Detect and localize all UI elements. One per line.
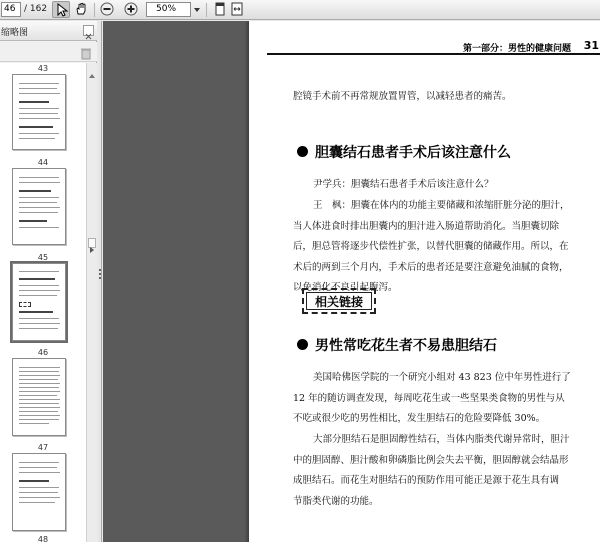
section-heading: 胆囊结石患者手术后该注意什么 [315, 145, 511, 161]
thumbnail-text-line [19, 467, 57, 468]
toolbar [0, 0, 600, 20]
thumbnail-text-line [19, 93, 60, 94]
body-line: 腔镜手术前不再常规放置胃管，以减轻患者的痛苦。 [293, 91, 512, 102]
thumbnail-page[interactable] [12, 453, 66, 531]
thumbnail-panel [0, 21, 97, 542]
select-tool-button[interactable] [52, 1, 70, 18]
answer-line: 术后的两到三个月内，手术后的患者还是要注意避免油腻的食物， [293, 262, 569, 273]
document-viewer[interactable] [103, 21, 600, 542]
trash-icon [79, 46, 93, 60]
question-line: 尹学兵：胆囊结石患者手术后该注意什么？ [313, 179, 494, 190]
thumbnail-text-line [19, 423, 49, 424]
thumbnail-toolbar [0, 42, 97, 62]
toolbar-separator [206, 3, 207, 17]
related-link-badge [302, 288, 376, 314]
thumbnail-text-line [19, 202, 57, 203]
answer-line: 王 枫：胆囊在体内的功能主要储藏和浓缩肝脏分泌的胆汁， [313, 200, 570, 211]
thumbnail-label: 43 [37, 64, 49, 73]
thumbnail-text-line [19, 395, 57, 396]
thumbnail-text-line [19, 371, 59, 372]
page-total-label: / 162 [24, 4, 48, 14]
thumbnail-text-line [19, 403, 59, 404]
splitter-grip-dot [99, 277, 101, 279]
paragraph-line: 中的胆固醇、胆汁酸和卵磷脂比例会失去平衡，胆固醇就会结晶形 [293, 455, 569, 466]
thumbnail-text-line [19, 108, 59, 109]
thumbnail-text-line [19, 295, 57, 296]
thumbnail-heading-line [19, 190, 51, 192]
running-header-title: 第一部分：男性的健康问题 [462, 44, 571, 54]
thumbnail-text-line [19, 411, 58, 412]
thumbnail-text-line [19, 383, 60, 384]
thumbnail-text-line [19, 379, 58, 380]
thumbnail-text-line [19, 177, 59, 178]
thumbnail-text-line [19, 419, 59, 420]
document-page [249, 21, 600, 542]
chevron-up-icon [89, 72, 95, 80]
paragraph-line: 美国哈佛医学院的一个研究小组对 43 823 位中年男性进行了 [313, 372, 571, 383]
splitter-grip-dot [99, 273, 101, 275]
heading-bullet [297, 146, 308, 157]
thumbnail-page[interactable] [12, 168, 66, 245]
toolbar-separator [94, 3, 95, 17]
thumbnail-text-line [19, 83, 59, 84]
thumbnail-list[interactable] [0, 63, 86, 542]
thumbnail-page[interactable] [12, 358, 66, 436]
thumbnail-heading-line [19, 101, 49, 103]
thumbnail-text-line [19, 212, 58, 213]
page-number-input[interactable]: 46 [1, 2, 21, 17]
thumbnail-text-line [19, 138, 55, 139]
running-header [267, 39, 600, 55]
answer-line: 以免消化不良引起腹泻。 [293, 282, 398, 293]
thumbnail-text-line [19, 285, 59, 286]
thumbnail-page[interactable] [12, 74, 66, 150]
select-tool-icon [55, 3, 69, 17]
thumbnail-page-current[interactable] [12, 263, 66, 341]
zoom-level-field[interactable]: 50% [146, 2, 191, 17]
fit-width-button[interactable] [228, 1, 246, 18]
fit-page-icon [213, 2, 227, 16]
thumbnail-label: 46 [37, 348, 49, 357]
thumbnail-text-line [19, 502, 55, 503]
page-number: 31 [583, 39, 599, 52]
paragraph-line: 成胆结石。而花生对胆结石的预防作用可能正是源于花生具有调 [293, 475, 560, 486]
thumbnail-text-line [19, 133, 59, 134]
zoom-out-icon [100, 2, 114, 16]
thumbnail-text-line [19, 367, 60, 368]
close-icon [84, 32, 93, 41]
thumbnail-text-line [19, 472, 60, 473]
delete-page-button[interactable] [79, 45, 93, 59]
thumbnail-heading-line [19, 480, 49, 482]
thumbnail-badge [19, 302, 31, 307]
zoom-in-icon [124, 2, 138, 16]
thumbnail-heading-line [19, 311, 53, 313]
zoom-in-button[interactable] [122, 1, 140, 18]
section-heading: 男性常吃花生者不易患胆结石 [315, 338, 497, 354]
thumbnail-text-line [19, 391, 60, 392]
thumbnail-label: 44 [37, 158, 49, 167]
thumbnail-text-line [19, 271, 59, 272]
thumbnail-text-line [19, 328, 58, 329]
zoom-out-button[interactable] [98, 1, 116, 18]
thumbnail-heading-line [19, 278, 55, 280]
thumbnail-label: 48 [37, 535, 49, 542]
answer-line: 当人体进食时排出胆囊内的胆汁进入肠道帮助消化。当胆囊切除 [293, 221, 560, 232]
thumbnail-scrollbar[interactable] [86, 63, 97, 542]
thumbnail-label: 45 [37, 253, 49, 262]
zoom-dropdown-button[interactable] [192, 2, 202, 17]
thumbnail-text-line [19, 375, 60, 376]
panel-splitter[interactable] [98, 21, 102, 542]
thumbnail-panel-header [0, 21, 97, 41]
thumbnail-text-line [19, 399, 60, 400]
paragraph-line: 不吃或很少吃的男性相比，发生胆结石的危险要降低 30%。 [293, 413, 546, 424]
thumbnail-text-line [19, 407, 60, 408]
thumbnail-text-line [19, 497, 60, 498]
fit-width-icon [230, 2, 244, 16]
thumbnail-text-line [19, 227, 59, 228]
scroll-up-arrow[interactable] [89, 65, 95, 73]
paragraph-line: 节脂类代谢的功能。 [293, 496, 379, 507]
thumbnail-text-line [19, 290, 60, 291]
answer-line: 后，胆总管将逐步代偿性扩张，以替代胆囊的储藏作用。所以，在 [293, 241, 569, 252]
thumbnail-label: 47 [37, 443, 49, 452]
chevron-down-icon [192, 2, 202, 17]
thumbnail-text-line [19, 118, 60, 119]
panel-options-button[interactable] [83, 25, 94, 36]
hand-tool-icon [74, 2, 88, 16]
thumbnail-panel-title: 缩略图 [1, 28, 29, 38]
paragraph-line: 大部分胆结石是胆固醇性结石，当体内脂类代谢异常时，胆汁 [313, 434, 570, 445]
thumbnail-heading-line [19, 126, 53, 128]
thumbnail-text-line [19, 462, 59, 463]
thumbnail-text-line [19, 387, 59, 388]
thumbnail-text-line [19, 487, 59, 488]
heading-bullet [297, 339, 308, 350]
thumbnail-text-line [19, 323, 60, 324]
thumbnail-text-line [19, 318, 59, 319]
chevron-right-icon [89, 246, 95, 254]
expand-panel-button[interactable] [88, 238, 96, 248]
splitter-grip-dot [99, 269, 101, 271]
thumbnail-text-line [19, 182, 60, 183]
thumbnail-text-line [19, 88, 57, 89]
thumbnail-text-line [19, 207, 60, 208]
hand-tool-button[interactable] [72, 1, 90, 18]
thumbnail-heading-line [19, 220, 47, 222]
thumbnail-text-line [19, 197, 59, 198]
related-link-label: 相关链接 [306, 292, 372, 310]
paragraph-line: 12 年的随访调查发现，每周吃花生或一些坚果类食物的男性与从 [293, 393, 565, 404]
thumbnail-text-line [19, 415, 60, 416]
fit-page-button[interactable] [211, 1, 229, 18]
thumbnail-text-line [19, 113, 58, 114]
thumbnail-text-line [19, 492, 58, 493]
